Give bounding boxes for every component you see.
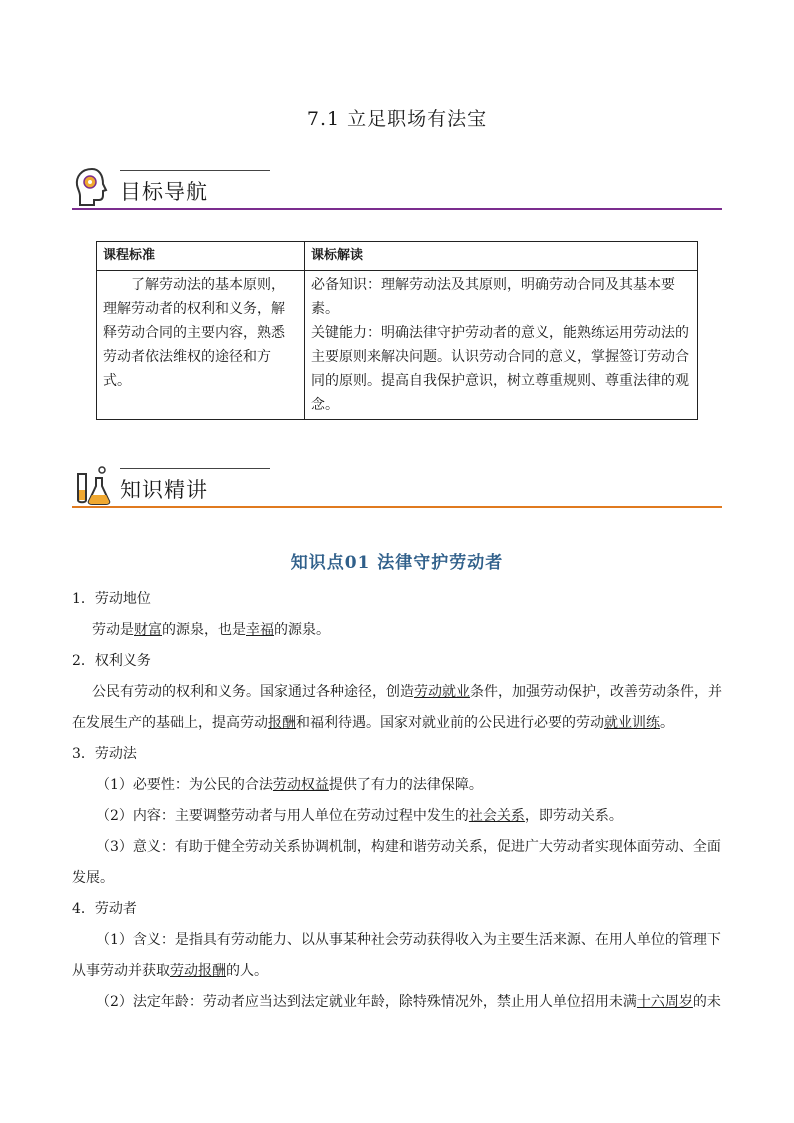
flask-icon [72, 464, 112, 506]
curriculum-table [96, 241, 698, 420]
text-run: 的人。 [226, 963, 268, 979]
key-term: 劳动权益 [272, 777, 329, 793]
text-run: （2）法定年龄：劳动者应当达到法定就业年龄，除特殊情况外，禁止用人单位招用未满 [96, 994, 637, 1010]
table-cell-interpretation [305, 271, 698, 420]
key-term: 财富 [134, 622, 162, 638]
section-topline [120, 170, 270, 171]
item-heading: 2．权利义务 [72, 653, 151, 669]
text-run: 公民有劳动的权利和义务。国家通过各种途径，创造 [92, 684, 414, 700]
item-paragraph [72, 987, 722, 1018]
knowledge-body [72, 584, 722, 1018]
head-gear-icon [72, 166, 112, 208]
section-title: 知识精讲 [120, 478, 208, 502]
text-run: 的未 [692, 994, 721, 1010]
text-run: ，即劳动关系。 [524, 808, 623, 824]
item-heading: 4．劳动者 [72, 901, 137, 917]
key-term: 报酬 [268, 715, 296, 731]
item-heading: 1．劳动地位 [72, 591, 151, 607]
key-term: 十六周岁 [636, 994, 693, 1010]
item-heading: 3．劳动法 [72, 746, 137, 762]
item-paragraph [72, 770, 722, 801]
text-run: （2）内容：主要调整劳动者与用人单位在劳动过程中发生的 [96, 808, 469, 824]
section-rule [72, 506, 722, 508]
text-run: 和福利待遇。国家对就业前的公民进行必要的劳动 [296, 715, 604, 731]
key-ability-text: 关键能力：明确法律守护劳动者的意义，能熟练运用劳动法的主要原则来解决问题。认识劳动合同的意义，掌握签订劳动合同的原则。提高自我保护意识，树立尊重规则、尊重法律的观念。 [311, 325, 689, 413]
item-paragraph [72, 925, 722, 987]
item-paragraph [72, 677, 722, 739]
table-header-row [97, 242, 698, 271]
key-term: 社会关系 [468, 808, 525, 824]
section-rule [72, 208, 722, 210]
section-header-knowledge [72, 464, 722, 508]
key-term: 劳动报酬 [170, 963, 226, 979]
item-paragraph [72, 801, 722, 832]
page-title: 7.1 立足职场有法宝 [306, 108, 488, 130]
section-topline [120, 468, 270, 469]
item-paragraph: （3）意义：有助于健全劳动关系协调机制，构建和谐劳动关系，促进广大劳动者实现体面劳动、全面发展。 [72, 839, 721, 886]
text-run: 提供了有力的法律保障。 [328, 777, 483, 793]
key-term: 劳动就业 [414, 684, 470, 700]
text-run: 条件，加强劳动保护，改善劳动条件，并在发展生产的基础上，提高劳动 [72, 684, 722, 731]
table-cell-standard [97, 271, 305, 420]
text-run: 的源泉。 [274, 622, 330, 638]
text-run: 劳动是 [92, 622, 134, 638]
item-paragraph [72, 615, 722, 646]
key-term: 幸福 [246, 622, 274, 638]
text-run: （1）含义：是指具有劳动能力、以从事某种社会劳动获得收入为主要生活来源、在用人单位的管理下从事劳动并获取 [72, 932, 721, 979]
section-header-goals [72, 166, 722, 210]
knowledge-point-title: 知识点01 法律守护劳动者 [290, 553, 504, 573]
table-row [97, 271, 698, 420]
section-title: 目标导航 [120, 180, 208, 204]
key-term: 就业训练 [604, 715, 660, 731]
standard-text: 了解劳动法的基本原则，理解劳动者的权利和义务，解释劳动合同的主要内容，熟悉劳动者依法维权的途径和方式。 [103, 277, 285, 389]
table-header-cell: 课标解读 [305, 242, 698, 271]
text-run: 。 [660, 715, 674, 731]
text-run: （1）必要性：为公民的合法 [96, 777, 273, 793]
required-knowledge-text: 必备知识：理解劳动法及其原则，明确劳动合同及其基本要素。 [311, 277, 675, 317]
table-header-cell: 课程标准 [97, 242, 305, 271]
text-run: 的源泉，也是 [162, 622, 246, 638]
